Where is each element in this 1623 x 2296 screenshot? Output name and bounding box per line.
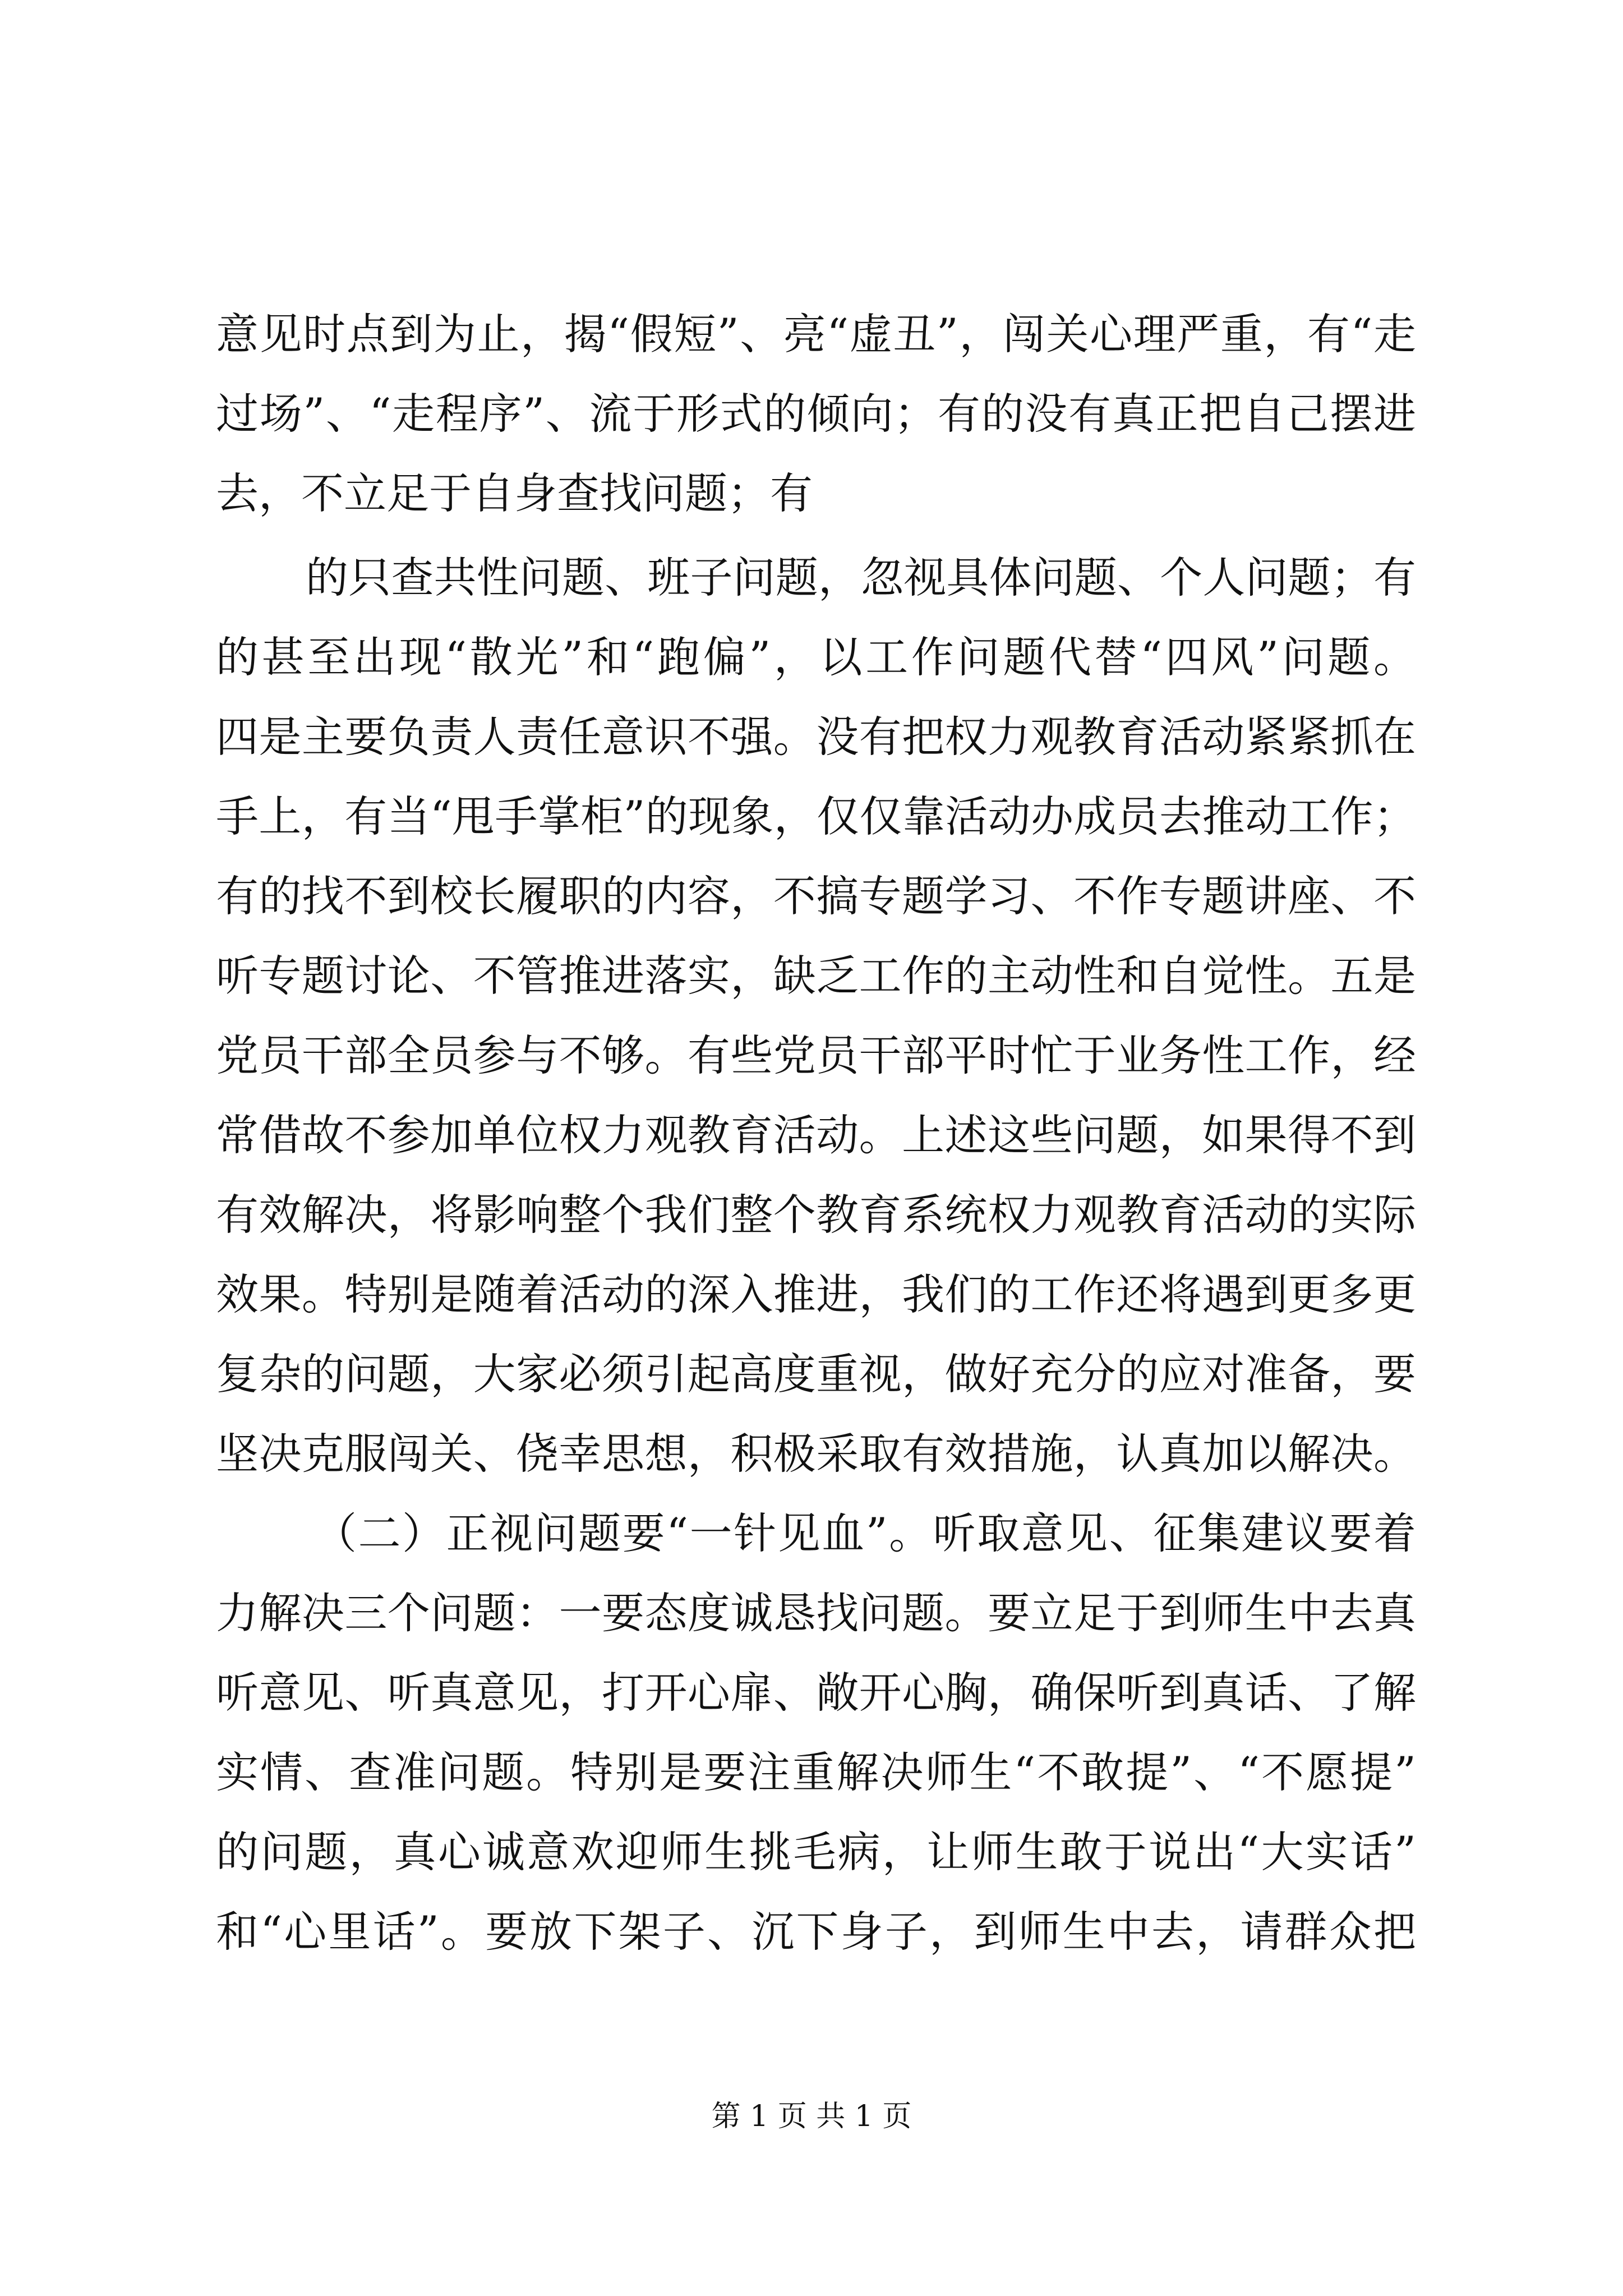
text-line: 和“心里话”。要放下架子、沉下身子，到师生中去，请群众把	[216, 1907, 1416, 1957]
text-line: 手上，有当“甩手掌柜”的现象，仅仅靠活动办成员去推动工作；	[216, 792, 1416, 841]
text-line: 听意见、听真意见，打开心扉、敞开心胸，确保听到真话、了解	[216, 1668, 1416, 1718]
text-line: 的问题，真心诚意欢迎师生挑毛病，让师生敢于说出“大实话”	[216, 1827, 1416, 1877]
text-line: 实情、查准问题。特别是要注重解决师生“不敢提”、“不愿提”	[216, 1747, 1416, 1797]
text-line: 复杂的问题，大家必须引起高度重视，做好充分的应对准备，要	[216, 1349, 1416, 1399]
text-line: 去，不立足于自身查找问题；有	[216, 468, 813, 518]
text-line: 听专题讨论、不管推进落实，缺乏工作的主动性和自觉性。五是	[216, 951, 1416, 1001]
text-line: 的甚至出现“散光”和“跑偏”，以工作问题代替“四风”问题。	[216, 632, 1416, 682]
text-line: 党员干部全员参与不够。有些党员干部平时忙于业务性工作，经	[216, 1030, 1416, 1080]
text-line: 过场”、“走程序”、流于形式的倾向；有的没有真正把自己摆进	[216, 389, 1416, 439]
body-text	[216, 295, 1416, 1972]
text-line: 有效解决，将影响整个我们整个教育系统权力观教育活动的实际	[216, 1190, 1416, 1240]
text-line: （二）正视问题要“一针见血”。听取意见、征集建议要着	[314, 1508, 1416, 1558]
text-line: 的只查共性问题、班子问题，忽视具体问题、个人问题；有	[306, 553, 1416, 602]
text-line: 有的找不到校长履职的内容，不搞专题学习、不作专题讲座、不	[216, 871, 1416, 921]
text-line: 坚决克服闯关、侥幸思想，积极采取有效措施，认真加以解决。	[216, 1429, 1416, 1479]
text-line: 意见时点到为止，揭“假短”、亮“虚丑”，闯关心理严重，有“走	[216, 309, 1416, 359]
text-line: 效果。特别是随着活动的深入推进，我们的工作还将遇到更多更	[216, 1269, 1416, 1319]
text-line: 力解决三个问题：一要态度诚恳找问题。要立足于到师生中去真	[216, 1588, 1416, 1638]
text-line: 四是主要负责人责任意识不强。没有把权力观教育活动紧紧抓在	[216, 712, 1416, 762]
page-footer: 第 1 页 共 1 页	[711, 2100, 912, 2133]
text-line: 常借故不参加单位权力观教育活动。上述这些问题，如果得不到	[216, 1110, 1416, 1160]
